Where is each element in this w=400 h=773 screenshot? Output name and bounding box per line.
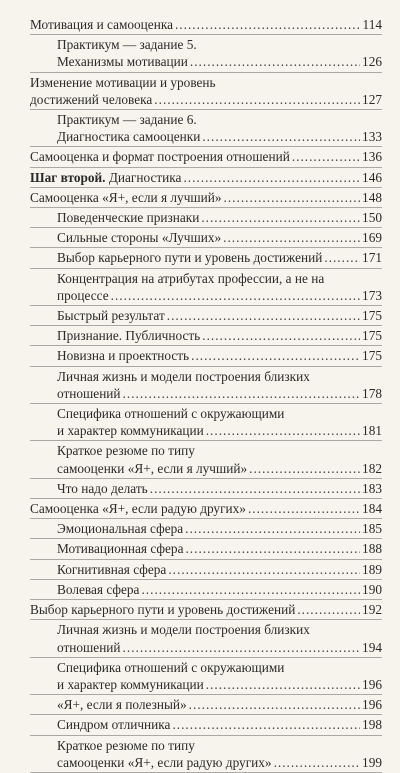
toc-entry-text: Изменение мотивации и уровень (30, 74, 216, 90)
dot-leader (292, 148, 360, 165)
toc-page-number: 133 (362, 129, 382, 145)
toc-page-number: 169 (362, 230, 382, 246)
toc-entry (30, 306, 382, 326)
toc-entry-text: Мотивация и самооценка (30, 17, 173, 32)
toc-entry-text: Краткое резюме по типу (57, 443, 195, 459)
toc-entry-text: Что надо делать (57, 480, 148, 496)
toc-entry-line (57, 716, 382, 733)
toc-entry (30, 248, 382, 268)
toc-entry-title (57, 480, 148, 497)
toc-page-number: 189 (362, 561, 382, 577)
toc-page-number: 146 (362, 169, 382, 185)
toc-entry-line (30, 169, 382, 186)
toc-entry (30, 580, 382, 600)
dot-leader (324, 249, 360, 266)
toc-page-number: 185 (362, 521, 382, 537)
toc-entry-title (30, 500, 246, 517)
toc-entry-title (57, 716, 170, 733)
toc-page-number: 127 (362, 91, 382, 107)
toc-entry (30, 499, 382, 519)
toc-entry-text: Механизмы мотивации (57, 54, 188, 70)
toc-entry-title (57, 128, 200, 145)
dot-leader (249, 460, 360, 477)
toc-entry-line (57, 480, 382, 497)
toc-entry-title (57, 209, 199, 226)
toc-entry (30, 479, 382, 499)
toc-entry-title (30, 189, 222, 206)
toc-entry-text: самооценки «Я+, если я лучший» (57, 460, 248, 476)
dot-leader (172, 716, 360, 733)
dot-leader (201, 209, 360, 226)
dot-leader (189, 696, 360, 713)
toc-entry-title (57, 307, 165, 324)
toc-entry-line (57, 659, 382, 676)
toc-entry-line (57, 347, 382, 364)
dot-leader (141, 581, 360, 598)
toc-entry-line (30, 148, 382, 165)
toc-entry-text: Синдром отличника (57, 717, 171, 733)
toc-entry (30, 658, 382, 695)
toc-entry (30, 441, 382, 478)
toc-entry-title (30, 148, 290, 165)
dot-leader (297, 601, 360, 618)
toc-entry-text: и характер коммуникации (57, 423, 204, 439)
toc-entry-line (57, 385, 382, 402)
toc-entry-line (57, 422, 382, 439)
toc-entry (30, 35, 382, 72)
toc-page-number: 192 (362, 602, 382, 618)
toc-entry-title (57, 347, 189, 364)
toc-entry-line (57, 368, 382, 385)
dot-leader (123, 385, 360, 402)
toc-entry-text: отношений (57, 639, 121, 655)
dot-leader (202, 327, 360, 344)
toc-entry-line (57, 327, 382, 344)
toc-entry-title (57, 385, 121, 402)
toc-entry-title (30, 16, 173, 33)
toc-entry-text: Личная жизнь и модели построения близких (57, 622, 310, 638)
toc-entry (30, 147, 382, 167)
toc-entry-line (57, 520, 382, 537)
toc-entry-title (57, 36, 197, 53)
toc-entry-text: Специфика отношений с окружающими (57, 659, 285, 675)
toc-page-number: 183 (362, 480, 382, 496)
dot-leader (111, 287, 360, 304)
toc-entry (30, 228, 382, 248)
toc-entry-text: и характер коммуникации (57, 676, 204, 692)
dot-leader (183, 169, 360, 186)
toc-entry-title (57, 442, 195, 459)
toc-entry-line (57, 270, 382, 287)
toc-page-number: 196 (362, 697, 382, 713)
toc-entry (30, 208, 382, 228)
toc-page-number: 148 (362, 189, 382, 205)
toc-entry-title (57, 405, 284, 422)
dot-leader (190, 53, 360, 70)
toc-entry-line (30, 601, 382, 618)
toc-entry-title (57, 368, 310, 385)
toc-entry-title (57, 111, 197, 128)
toc-entry-bold-prefix: Шаг второй. (30, 169, 106, 185)
toc-page-number: 175 (362, 308, 382, 324)
toc-page-number: 190 (362, 581, 382, 597)
toc-page-number: 173 (362, 287, 382, 303)
toc-page-number: 175 (362, 328, 382, 344)
toc-entry-title (57, 659, 284, 676)
toc-entry-title (30, 169, 181, 186)
toc-entry (30, 736, 382, 773)
toc-entry-line (57, 442, 382, 459)
toc-entry-title (57, 581, 139, 598)
toc-entry-line (57, 621, 382, 638)
toc-entry (30, 346, 382, 366)
toc-entry-line (30, 500, 382, 517)
toc-entry-text: Новизна и проектность (57, 348, 190, 364)
toc-entry (30, 73, 382, 110)
toc-entry-line (57, 581, 382, 598)
toc-entry-text: Когнитивная сфера (57, 561, 167, 577)
toc-entry (30, 188, 382, 208)
toc-entry (30, 269, 382, 306)
toc-entry-title (57, 540, 183, 557)
toc-entry-line (57, 229, 382, 246)
toc-page-number: 188 (362, 541, 382, 557)
dot-leader (168, 561, 360, 578)
toc-entry-title (30, 74, 216, 91)
toc-entry-title (30, 601, 295, 618)
dot-leader (185, 540, 360, 557)
toc-entry-title (57, 229, 221, 246)
dot-leader (123, 639, 360, 656)
toc-entry-text: Волевая сфера (57, 581, 140, 597)
toc-entry-line (30, 91, 382, 108)
toc-page-number: 182 (362, 460, 382, 476)
toc-entry-title (57, 53, 188, 70)
toc-entry-title (57, 287, 109, 304)
toc-entry-line (57, 36, 382, 53)
dot-leader (224, 189, 360, 206)
toc-entry (30, 715, 382, 735)
dot-leader (202, 128, 360, 145)
toc-entry-line (30, 189, 382, 206)
toc-page-number: 114 (362, 17, 382, 32)
toc-entry-text: Диагностика (105, 169, 182, 185)
toc-page-number: 175 (362, 348, 382, 364)
toc-entry (30, 404, 382, 441)
toc-entry (30, 15, 382, 35)
toc-page-number: 194 (362, 639, 382, 655)
toc-entry (30, 600, 382, 620)
toc-entry-line (57, 307, 382, 324)
toc-entry-line (57, 737, 382, 754)
toc-entry-text: Самооценка и формат построения отношений (30, 149, 290, 165)
toc-entry (30, 695, 382, 715)
toc-entry-line (57, 405, 382, 422)
toc-entry-title (57, 676, 204, 693)
toc-entry-line (57, 209, 382, 226)
dot-leader (150, 480, 360, 497)
toc-entry (30, 367, 382, 404)
toc-entry-title (57, 754, 272, 771)
toc-entry (30, 560, 382, 580)
toc-entry (30, 168, 382, 188)
toc-entry-text: Специфика отношений с окружающими (57, 406, 285, 422)
toc-entry-line (57, 460, 382, 477)
toc-entry-text: Диагностика самооценки (57, 129, 201, 145)
toc-page-number: 181 (362, 423, 382, 439)
toc-entry-line (57, 111, 382, 128)
toc-page-number: 126 (362, 54, 382, 70)
toc-entry-title (57, 561, 166, 578)
toc-page-number: 198 (362, 717, 382, 733)
toc-entry-line (57, 53, 382, 70)
toc-page-number: 196 (362, 676, 382, 692)
toc-entry-line (57, 639, 382, 656)
toc-entry-text: Краткое резюме по типу (57, 737, 195, 753)
toc-page-number: 199 (362, 754, 382, 770)
dot-leader (274, 754, 360, 771)
toc-entry-title (57, 327, 200, 344)
toc-entry-title (57, 639, 121, 656)
toc-page-number: 178 (362, 385, 382, 401)
toc-entry (30, 620, 382, 657)
toc-entry (30, 326, 382, 346)
toc-entry-line (57, 128, 382, 145)
toc-page-number: 150 (362, 210, 382, 226)
toc-entry-title (57, 696, 187, 713)
dot-leader (223, 229, 360, 246)
toc-entry-line (30, 16, 382, 33)
toc-entry-title (57, 422, 204, 439)
toc-entry-text: Концентрация на атрибутах профессии, а не на (57, 270, 325, 286)
toc-entry-text: самооценки «Я+, если радую других» (57, 754, 272, 770)
toc-entry-title (30, 91, 152, 108)
toc-entry-text: Сильные стороны «Лучших» (57, 230, 222, 246)
dot-leader (248, 500, 360, 517)
toc-entry-title (57, 460, 247, 477)
dot-leader (206, 422, 360, 439)
toc-entry-text: отношений (57, 385, 121, 401)
toc-entry-text: достижений человека (30, 91, 153, 107)
toc-entry-title (57, 621, 310, 638)
toc-entry-text: Самооценка «Я+, если я лучший» (30, 189, 222, 205)
dot-leader (191, 347, 360, 364)
toc-entry-title (57, 520, 183, 537)
dot-leader (154, 91, 360, 108)
toc-entry-line (57, 696, 382, 713)
toc-entry (30, 519, 382, 539)
toc-entry-line (57, 754, 382, 771)
toc-entry-text: процессе (57, 287, 109, 303)
toc-entry-line (57, 249, 382, 266)
toc-entry-title (57, 249, 322, 266)
dot-leader (185, 520, 360, 537)
toc-entry-text: Выбор карьерного пути и уровень достижений (30, 602, 296, 618)
toc-page-number: 136 (362, 149, 382, 165)
toc-entry-text: Быстрый результат (57, 308, 165, 324)
toc-entry-text: «Я+, если я полезный» (57, 697, 187, 713)
toc-page-number: 184 (362, 501, 382, 517)
toc-entry-line (57, 561, 382, 578)
toc-entry-text: Эмоциональная сфера (57, 521, 184, 537)
toc-entry-line (57, 540, 382, 557)
dot-leader (167, 307, 360, 324)
toc-entry-line (57, 676, 382, 693)
toc-entry (30, 539, 382, 559)
toc-entry-text: Признание. Публичность (57, 328, 201, 344)
toc-entry-line (30, 74, 382, 91)
toc-entry-text: Практикум — задание 6. (57, 112, 197, 128)
toc-entry (30, 110, 382, 147)
dot-leader (206, 676, 360, 693)
toc-entry-text: Практикум — задание 5. (57, 37, 197, 53)
toc-page-number: 171 (362, 250, 382, 266)
toc-entry-line (57, 287, 382, 304)
toc-entry-title (57, 737, 195, 754)
toc-entry-title (57, 270, 324, 287)
toc-entry-text: Мотивационная сфера (57, 541, 184, 557)
toc-entry-text: Самооценка «Я+, если радую других» (30, 501, 246, 517)
toc-entry-text: Личная жизнь и модели построения близких (57, 368, 310, 384)
toc-entry-text: Поведенческие признаки (57, 210, 200, 226)
dot-leader (175, 16, 360, 33)
toc-entry-text: Выбор карьерного пути и уровень достижений (57, 250, 323, 266)
